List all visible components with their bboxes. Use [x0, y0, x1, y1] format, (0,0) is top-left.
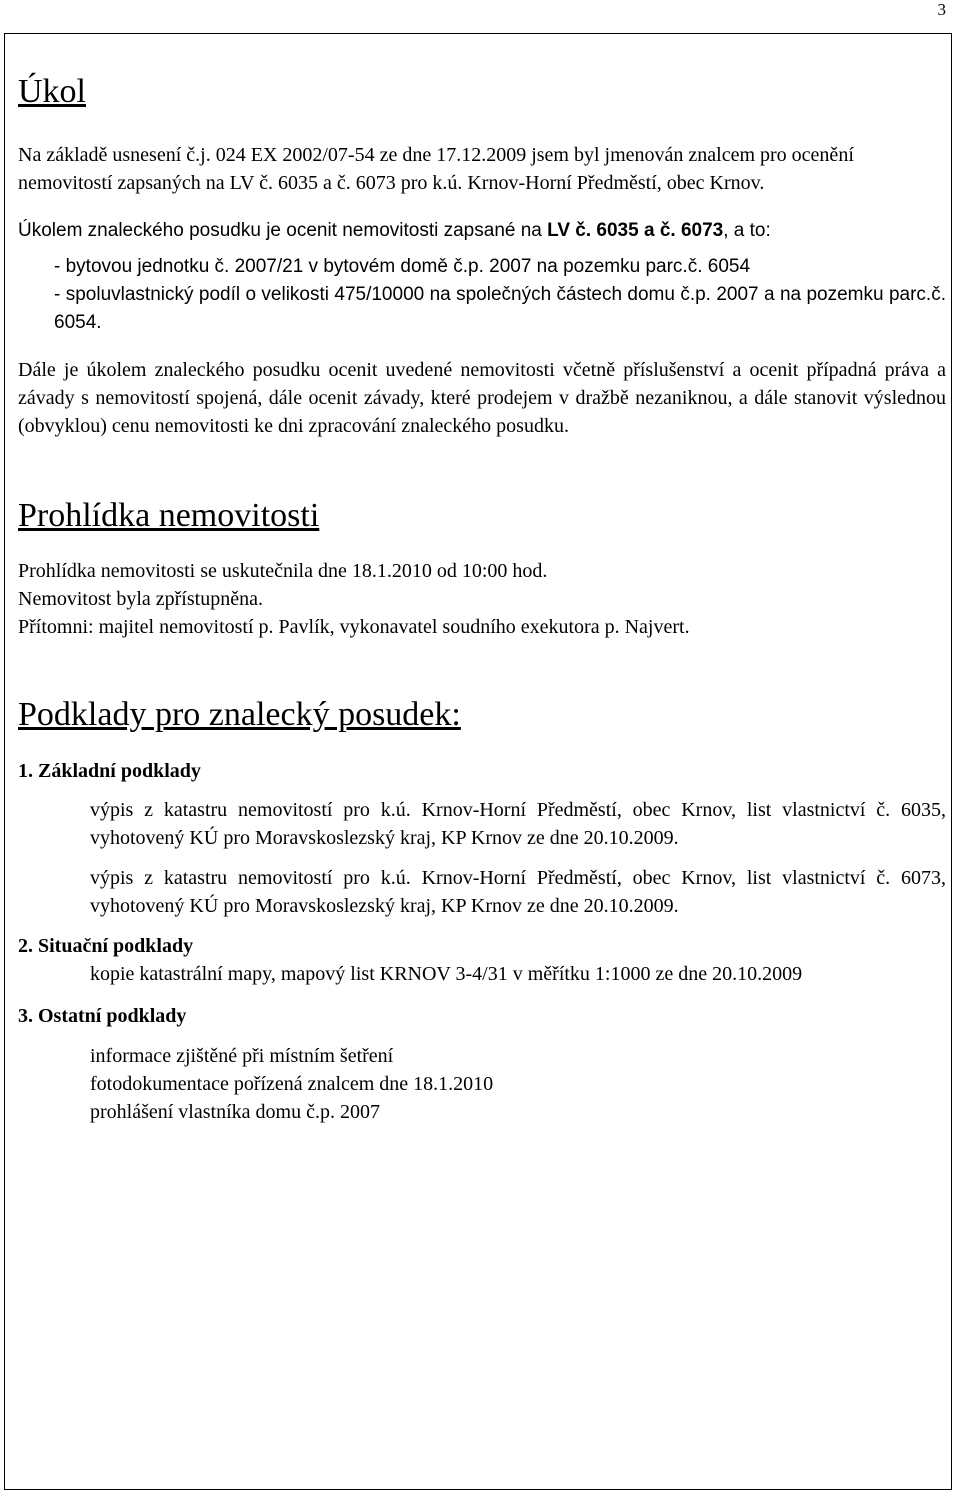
section-3-item-1: informace zjištěné při místním šetření: [90, 1045, 394, 1067]
section-3-item-3: prohlášení vlastníka domu č.p. 2007: [90, 1101, 380, 1123]
heading-prohlidka: Prohlídka nemovitosti: [18, 497, 320, 534]
prohlidka-line-1: Prohlídka nemovitosti se uskutečnila dne 18.1.2010 od 10:00 hod.: [18, 560, 548, 582]
task-suffix: , a to:: [723, 220, 771, 241]
prohlidka-line-3: Přítomni: majitel nemovitostí p. Pavlík, vykonavatel soudního exekutora p. Najvert.: [18, 616, 690, 638]
section-1-item-2: výpis z katastru nemovitostí pro k.ú. Krnov-Horní Předměstí, obec Krnov, list vlastnictví č. 6073, vyhotovený KÚ pro Moravskoslezský kraj, KP Krnov ze dne 20.10.2009.: [90, 867, 946, 917]
section-3-title: 3. Ostatní podklady: [18, 1005, 187, 1027]
prohlidka-line-2: Nemovitost byla zpřístupněna.: [18, 588, 263, 610]
task-prefix: Úkolem znaleckého posudku je ocenit nemovitosti zapsané na: [18, 220, 548, 241]
ukol-item-1: - bytovou jednotku č. 2007/21 v bytovém domě č.p. 2007 na pozemku parc.č. 6054: [54, 256, 751, 277]
task-lv-numbers: LV č. 6035 a č. 6073: [547, 220, 724, 241]
ukol-paragraph-2: Dále je úkolem znaleckého posudku ocenit uvedené nemovitosti včetně příslušenství a ocenit případná práva a závady s nemovitostí spojená, dále ocenit závady, které prodejem v dražbě nezaniknou, a dále stanovit výslednou (obvyklou) cenu nemovitosti ke dni zpracování znaleckého posudku.: [18, 359, 946, 437]
section-1-item-1: výpis z katastru nemovitostí pro k.ú. Krnov-Horní Předměstí, obec Krnov, list vlastnictví č. 6035, vyhotovený KÚ pro Moravskoslezský kraj, KP Krnov ze dne 20.10.2009.: [90, 799, 946, 849]
heading-podklady: Podklady pro znalecký posudek:: [18, 696, 461, 733]
section-3-item-2: fotodokumentace pořízená znalcem dne 18.1.2010: [90, 1073, 494, 1095]
heading-ukol: Úkol: [18, 73, 86, 110]
section-2-item-1: kopie katastrální mapy, mapový list KRNOV 3-4/31 v měřítku 1:1000 ze dne 20.10.2009: [90, 963, 803, 985]
document-content: [18, 68, 946, 1126]
ukol-paragraph-1: Na základě usnesení č.j. 024 EX 2002/07-54 ze dne 17.12.2009 jsem byl jmenován znalcem pro ocenění nemovitostí zapsaných na LV č. 6035 a č. 6073 pro k.ú. Krnov-Horní Předměstí, obec Krnov.: [18, 144, 854, 194]
section-2-title: 2. Situační podklady: [18, 935, 194, 957]
ukol-task-line: [18, 217, 946, 245]
page-number: 3: [937, 0, 946, 19]
section-1-title: 1. Základní podklady: [18, 760, 201, 782]
ukol-item-2: - spoluvlastnický podíl o velikosti 475/10000 na společných částech domu č.p. 2007 a na pozemku parc.č. 6054.: [54, 284, 946, 333]
ukol-item-list: [54, 253, 946, 337]
